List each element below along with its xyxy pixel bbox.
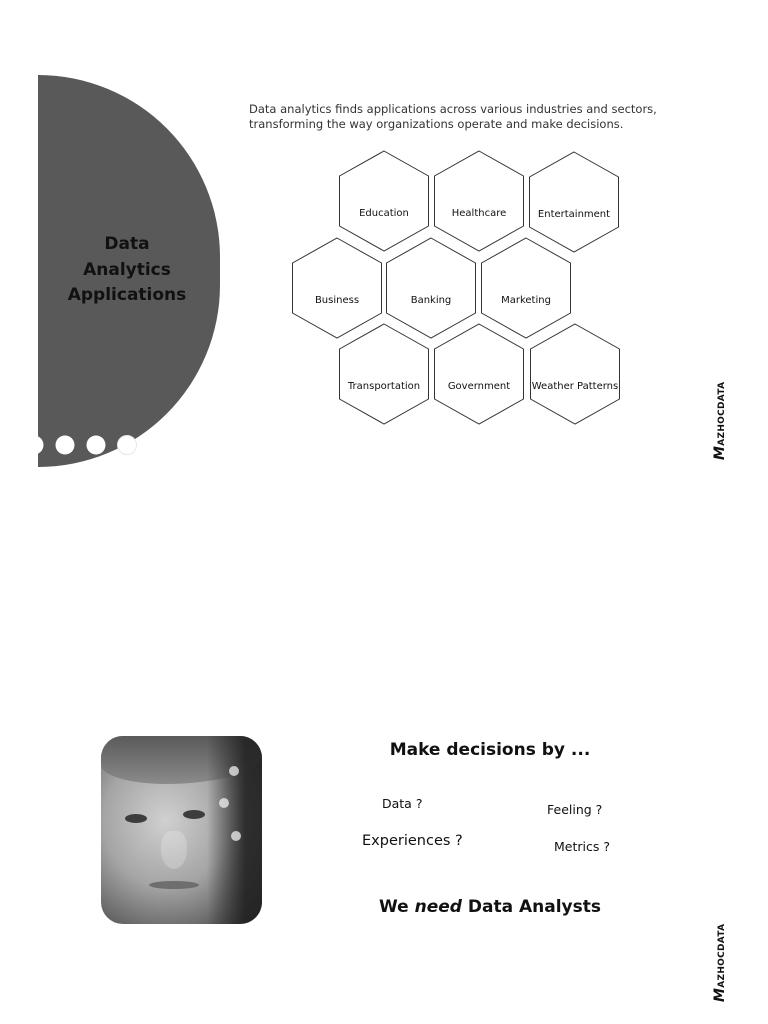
person-photo: [101, 736, 262, 924]
photo-light-3: [231, 831, 241, 841]
hex-education: [340, 151, 429, 251]
brand-rest: AZHOCDATA: [717, 923, 727, 988]
photo-background-shade: [207, 736, 262, 924]
closing-emphasis: need: [414, 897, 462, 917]
hex-label-weather-patterns: Weather Patterns: [531, 381, 619, 392]
hex-label-government: Government: [447, 381, 511, 392]
photo-nose: [161, 831, 187, 869]
brand-logo-1: [712, 370, 728, 460]
closing-post: Data Analysts: [467, 897, 601, 917]
brand-initial: M: [712, 987, 728, 1002]
hex-marketing: [482, 238, 571, 338]
brand-rest: AZHOCDATA: [717, 381, 727, 446]
hex-label-banking: Banking: [410, 295, 452, 306]
intro-line-2: transforming the way organizations operate and make decisions.: [249, 117, 624, 131]
hex-weather-patterns: [531, 324, 620, 424]
brand-logo-2: [712, 912, 728, 1002]
intro-line-1: Data analytics finds applications across various industries and sectors,: [249, 102, 657, 116]
hex-entertainment: [530, 152, 619, 252]
hex-label-education: Education: [359, 208, 409, 219]
hex-business: [293, 238, 382, 338]
hex-government: [435, 324, 524, 424]
hex-label-entertainment: Entertainment: [537, 209, 611, 220]
hex-transportation: [340, 324, 429, 424]
decisions-heading: Make decisions by ...: [389, 740, 591, 760]
question-metrics: Metrics ?: [554, 839, 610, 854]
hex-banking: [387, 238, 476, 338]
photo-mouth: [149, 881, 199, 889]
photo-eye-right: [183, 810, 205, 819]
title-line-3: Applications: [67, 285, 187, 305]
closing-statement: [330, 897, 650, 917]
title-line-2: Analytics: [83, 259, 171, 280]
hex-label-healthcare: Healthcare: [451, 208, 507, 219]
title-line-1: Data: [104, 234, 150, 254]
hex-label-business: Business: [314, 295, 360, 306]
photo-light-2: [219, 798, 229, 808]
hex-label-transportation: Transportation: [347, 381, 421, 392]
question-feeling: Feeling ?: [547, 802, 603, 817]
brand-initial: M: [712, 445, 728, 460]
question-data: Data ?: [382, 796, 423, 811]
applications-hex-grid: [0, 0, 768, 470]
closing-pre: We: [379, 897, 409, 917]
hex-healthcare: [435, 151, 524, 251]
hex-label-marketing: Marketing: [501, 295, 551, 306]
photo-eye-left: [125, 814, 147, 823]
photo-light-1: [229, 766, 239, 776]
question-experiences: Experiences ?: [362, 833, 463, 849]
